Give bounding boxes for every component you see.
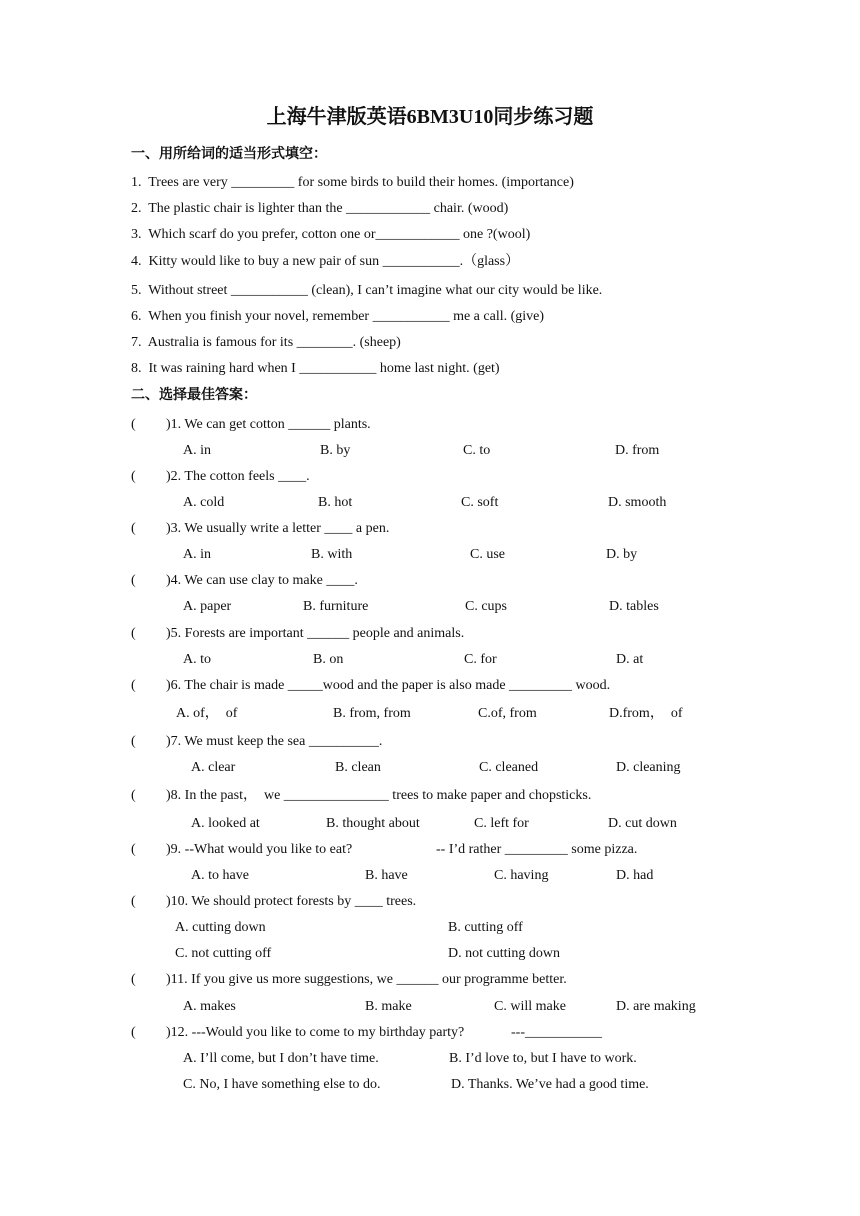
page-title: 上海牛津版英语6BM3U10同步练习题 — [266, 106, 594, 128]
q1-option-c: C. to — [463, 443, 491, 458]
q9-option-c: C. having — [494, 868, 549, 883]
question-8-stem: )8. In the past， we _______________ trees to make paper and chopsticks. — [166, 788, 592, 803]
q4-option-b: B. furniture — [303, 599, 369, 614]
q8-option-a: A. looked at — [191, 816, 260, 831]
q5-option-c: C. for — [464, 652, 497, 667]
question-7-paren: ( — [131, 734, 136, 749]
question-2-paren: ( — [131, 469, 136, 484]
q10-option-c: C. not cutting off — [175, 946, 272, 961]
q3-option-a: A. in — [183, 547, 211, 562]
question-11-stem: )11. If you give us more suggestions, we ______ our programme better. — [166, 972, 567, 987]
section-1-heading: 一、用所给词的适当形式填空： — [131, 146, 327, 162]
q9-option-d: D. had — [616, 868, 654, 883]
q4-option-c: C. cups — [465, 599, 507, 614]
question-4-paren: ( — [131, 573, 136, 588]
question-5-paren: ( — [131, 626, 136, 641]
fill-item-8: 8. It was raining hard when I ___________ home last night. (get) — [131, 361, 500, 376]
question-11-paren: ( — [131, 972, 136, 987]
fill-item-2: 2. The plastic chair is lighter than the ____________ chair. (wood) — [131, 201, 509, 216]
q6-option-a: A. of， of — [176, 706, 238, 721]
q10-option-d: D. not cutting down — [448, 946, 560, 961]
question-9-paren: ( — [131, 842, 136, 857]
question-3-stem: )3. We usually write a letter ____ a pen. — [166, 521, 390, 536]
q7-option-a: A. clear — [191, 760, 236, 775]
q1-option-a: A. in — [183, 443, 211, 458]
q11-option-b: B. make — [365, 999, 412, 1014]
question-12-stem: )12. ---Would you like to come to my birthday party? — [166, 1025, 465, 1040]
q12-option-a: A. I’ll come, but I don’t have time. — [183, 1051, 379, 1066]
q3-option-c: C. use — [470, 547, 505, 562]
q12-option-c: C. No, I have something else to do. — [183, 1077, 381, 1092]
q3-option-d: D. by — [606, 547, 638, 562]
q8-option-b: B. thought about — [326, 816, 420, 831]
q4-option-d: D. tables — [609, 599, 659, 614]
q5-option-d: D. at — [616, 652, 644, 667]
q2-option-b: B. hot — [318, 495, 353, 510]
q6-option-b: B. from, from — [333, 706, 411, 721]
q1-option-b: B. by — [320, 443, 351, 458]
question-1-paren: ( — [131, 417, 136, 432]
q6-option-d: D.from， of — [609, 706, 683, 721]
question-12-stem-response: ---___________ — [511, 1025, 602, 1040]
q11-option-a: A. makes — [183, 999, 236, 1014]
q2-option-d: D. smooth — [608, 495, 667, 510]
question-9-stem-response: -- I’d rather _________ some pizza. — [436, 842, 638, 857]
question-10-paren: ( — [131, 894, 136, 909]
q12-option-d: D. Thanks. We’ve had a good time. — [451, 1077, 649, 1092]
question-6-paren: ( — [131, 678, 136, 693]
question-10-stem: )10. We should protect forests by ____ trees. — [166, 894, 417, 909]
q8-option-c: C. left for — [474, 816, 529, 831]
q10-option-b: B. cutting off — [448, 920, 523, 935]
q2-option-a: A. cold — [183, 495, 225, 510]
q12-option-b: B. I’d love to, but I have to work. — [449, 1051, 637, 1066]
q5-option-b: B. on — [313, 652, 344, 667]
question-4-stem: )4. We can use clay to make ____. — [166, 573, 358, 588]
q3-option-b: B. with — [311, 547, 353, 562]
question-9-stem: )9. --What would you like to eat? — [166, 842, 353, 857]
fill-item-7: 7. Australia is famous for its ________. (sheep) — [131, 335, 401, 350]
question-7-stem: )7. We must keep the sea __________. — [166, 734, 383, 749]
fill-item-3: 3. Which scarf do you prefer, cotton one or____________ one ?(wool) — [131, 227, 531, 242]
question-12-paren: ( — [131, 1025, 136, 1040]
q4-option-a: A. paper — [183, 599, 232, 614]
question-8-paren: ( — [131, 788, 136, 803]
q9-option-a: A. to have — [191, 868, 249, 883]
q7-option-b: B. clean — [335, 760, 381, 775]
q9-option-b: B. have — [365, 868, 408, 883]
q10-option-a: A. cutting down — [175, 920, 266, 935]
question-5-stem: )5. Forests are important ______ people and animals. — [166, 626, 465, 641]
q5-option-a: A. to — [183, 652, 211, 667]
section-2-heading: 二、选择最佳答案： — [131, 387, 257, 403]
q11-option-c: C. will make — [494, 999, 566, 1014]
q1-option-d: D. from — [615, 443, 660, 458]
fill-item-6: 6. When you finish your novel, remember ___________ me a call. (give) — [131, 309, 545, 324]
question-3-paren: ( — [131, 521, 136, 536]
q2-option-c: C. soft — [461, 495, 499, 510]
question-6-stem: )6. The chair is made _____wood and the paper is also made _________ wood. — [166, 678, 611, 693]
fill-item-5: 5. Without street ___________ (clean), I can’t imagine what our city would be like. — [131, 283, 603, 298]
question-2-stem: )2. The cotton feels ____. — [166, 469, 310, 484]
fill-item-4: 4. Kitty would like to buy a new pair of sun ___________.（glass） — [131, 254, 520, 269]
q7-option-c: C. cleaned — [479, 760, 539, 775]
fill-item-1: 1. Trees are very _________ for some birds to build their homes. (importance) — [131, 175, 574, 190]
q11-option-d: D. are making — [616, 999, 696, 1014]
q7-option-d: D. cleaning — [616, 760, 681, 775]
question-1-stem: )1. We can get cotton ______ plants. — [166, 417, 371, 432]
q6-option-c: C.of, from — [478, 706, 537, 721]
q8-option-d: D. cut down — [608, 816, 677, 831]
